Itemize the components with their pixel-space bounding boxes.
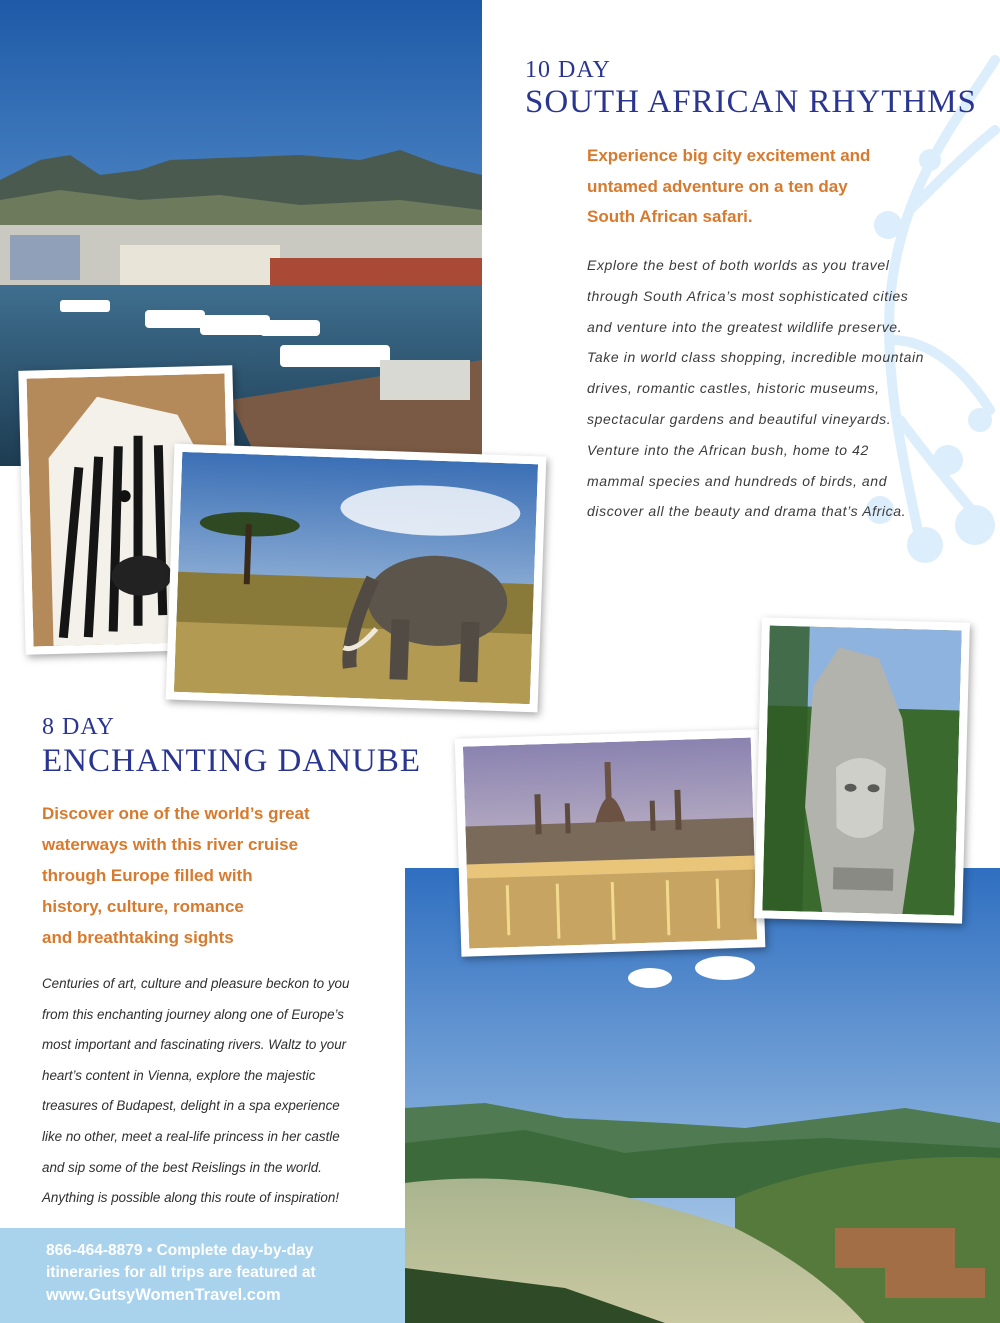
africa-body-line: and venture into the greatest wildlife preserve.: [587, 318, 903, 335]
danube-lead-line: history, culture, romance: [42, 897, 244, 916]
africa-body-line: mammal species and hundreds of birds, and: [587, 472, 888, 489]
contact-itinerary-line: itineraries for all trips are featured at: [46, 1264, 316, 1281]
africa-lead: [587, 141, 947, 233]
danube-day-label: 8 DAY: [42, 714, 115, 740]
danube-body-line: most important and fascinating rivers. Waltz to your: [42, 1037, 347, 1053]
contact-phone-line: 866-464-8879 • Complete day-by-day: [46, 1242, 314, 1259]
budapest-parliament-photo: [455, 729, 766, 956]
africa-body-line: discover all the beauty and drama that’s Africa.: [587, 503, 907, 520]
africa-body-line: drives, romantic castles, historic museums,: [587, 380, 880, 397]
elephant-photo: [166, 444, 547, 713]
danube-body-line: treasures of Budapest, delight in a spa experience: [42, 1098, 340, 1114]
danube-lead: [42, 798, 392, 953]
danube-body-line: and sip some of the best Reislings in the world.: [42, 1159, 322, 1175]
africa-lead-line: untamed adventure on a ten day: [587, 176, 848, 196]
danube-body-line: Anything is possible along this route of inspiration!: [42, 1190, 340, 1206]
contact-bar: [0, 1228, 405, 1323]
africa-body-line: Explore the best of both worlds as you travel: [587, 257, 890, 273]
africa-body-line: through South Africa’s most sophisticated cities: [587, 287, 909, 304]
africa-body-line: Take in world class shopping, incredible mountain: [587, 349, 925, 366]
africa-lead-line: Experience big city excitement and: [587, 146, 871, 165]
danube-lead-line: waterways with this river cruise: [42, 835, 299, 854]
danube-body-line: Centuries of art, culture and pleasure beckon to you: [42, 976, 350, 991]
africa-body-line: Venture into the African bush, home to 42: [587, 441, 869, 458]
africa-lead-line: South African safari.: [587, 207, 753, 226]
danube-lead-line: and breathtaking sights: [42, 928, 234, 947]
contact-website-link[interactable]: www.GutsyWomenTravel.com: [46, 1286, 281, 1304]
danube-lead-line: Discover one of the world’s great: [42, 804, 310, 823]
africa-body-line: spectacular gardens and beautiful vineyards.: [587, 410, 892, 427]
danube-body-line: like no other, meet a real-life princess in her castle: [42, 1128, 340, 1144]
africa-day-label: 10 DAY: [525, 57, 611, 83]
africa-trip-title: SOUTH AFRICAN RHYTHMS: [525, 84, 977, 120]
decebalus-rock-photo: [754, 617, 970, 923]
danube-body-line: from this enchanting journey along one of Europe’s: [42, 1006, 344, 1022]
danube-trip-title: ENCHANTING DANUBE: [42, 743, 422, 779]
africa-body: [587, 250, 987, 527]
danube-lead-line: through Europe filled with: [42, 866, 253, 885]
danube-body: [42, 969, 397, 1214]
danube-body-line: heart’s content in Vienna, explore the majestic: [42, 1067, 316, 1083]
